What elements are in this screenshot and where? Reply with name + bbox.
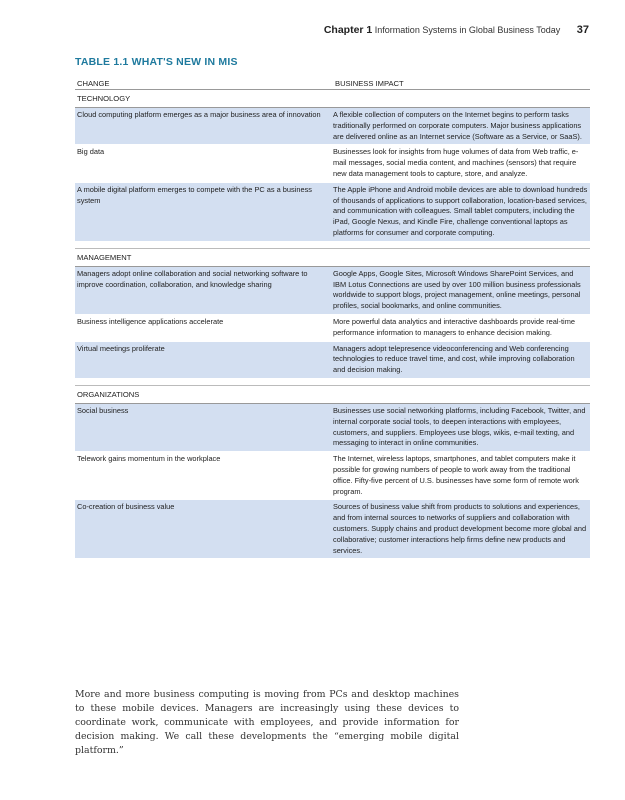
change-cell: A mobile digital platform emerges to compete with the PC as a business system bbox=[77, 184, 312, 205]
change-cell: Business intelligence applications accelerate bbox=[77, 316, 224, 326]
table-row bbox=[75, 500, 590, 559]
table-row bbox=[75, 315, 590, 342]
impact-cell: A flexible collection of computers on the Internet begins to perform tasks traditionally performed on corporate computers. Major business applications are delivered online as an Internet service (Software as a Service, or SaaS). bbox=[333, 110, 582, 141]
header-business-impact: BUSINESS IMPACT bbox=[335, 79, 404, 88]
impact-cell: Sources of business value shift from products to solutions and experiences, and from internal sources to networks of suppliers and collaboration with customers. Supply chains and product development become more global and collaborative; customer interactions help firms define new products and services. bbox=[333, 502, 587, 555]
impact-cell: The Apple iPhone and Android mobile devices are able to download hundreds of thousands of applications to support collaboration, location-based services, and communication with colleagues. Small tablet computers, including the iPad, Google Nexus, and Kindle Fire, challenge conventional laptops as platforms for consumer and corporate computing. bbox=[333, 184, 588, 237]
impact-cell: More powerful data analytics and interactive dashboards provide real-time performance information to managers to enhance decision making. bbox=[333, 316, 575, 337]
page-number: 37 bbox=[576, 24, 589, 36]
chapter-title: Information Systems in Global Business Today bbox=[374, 25, 561, 35]
change-cell: Big data bbox=[77, 147, 105, 157]
change-cell: Telework gains momentum in the workplace bbox=[77, 454, 221, 464]
running-head bbox=[324, 24, 589, 36]
table-label: TABLE 1.1 bbox=[75, 56, 129, 68]
impact-cell: Businesses use social networking platforms, including Facebook, Twitter, and internal corporate social tools, to deepen interactions with employees, customers, and suppliers. Employees use blogs, wikis, e-mail texting, and messaging to interact in online communities. bbox=[333, 405, 586, 448]
table-row bbox=[75, 145, 590, 182]
table-header bbox=[75, 76, 590, 90]
table-title bbox=[75, 56, 238, 68]
impact-cell: The Internet, wireless laptops, smartphones, and tablet computers make it possible for growing numbers of people to work away from the traditional office. Fifty-five percent of U.S. businesses have some form of remote work program. bbox=[333, 454, 579, 496]
change-cell: Virtual meetings proliferate bbox=[77, 343, 165, 353]
table-row bbox=[75, 404, 590, 452]
change-cell: Social business bbox=[77, 405, 129, 415]
table-row bbox=[75, 342, 590, 379]
whats-new-table bbox=[75, 76, 590, 559]
impact-cell: Businesses look for insights from huge volumes of data from Web traffic, e-mail messages, social media content, and machines (sensors) that require new data management tools to capture, store, and analyze. bbox=[333, 147, 579, 178]
table-row bbox=[75, 452, 590, 500]
table-row bbox=[75, 183, 590, 242]
impact-cell: Managers adopt telepresence videoconferencing and Web conferencing technologies to reduce travel time, and cost, while improving collaboration and decision making. bbox=[333, 343, 575, 375]
table-row bbox=[75, 267, 590, 315]
change-cell: Co-creation of business value bbox=[77, 502, 175, 512]
change-cell: Cloud computing platform emerges as a major business area of innovation bbox=[77, 110, 321, 119]
section-heading: ORGANIZATIONS bbox=[75, 385, 590, 404]
table-caption: WHAT'S NEW IN MIS bbox=[131, 56, 238, 68]
table-row bbox=[75, 108, 590, 145]
change-cell: Managers adopt online collaboration and social networking software to improve coordination, collaboration, and knowledge sharing bbox=[77, 268, 308, 289]
header-change: CHANGE bbox=[77, 79, 110, 88]
table-body bbox=[75, 90, 590, 559]
body-paragraph: More and more business computing is moving from PCs and desktop machines to these mobile devices. Managers are increasingly using these devices to coordinate work, communicate with employees, and provide information for decision making. We call these developments the “emerging mobile digital platform.” bbox=[75, 689, 459, 756]
chapter-number: Chapter 1 bbox=[323, 24, 373, 36]
impact-cell: Google Apps, Google Sites, Microsoft Windows SharePoint Services, and IBM Lotus Connections are used by over 100 million business professionals worldwide to support blogs, project management, online meetings, personal profiles, social bookmarks, and online communities. bbox=[333, 268, 581, 311]
section-heading: TECHNOLOGY bbox=[75, 90, 590, 108]
section-heading: MANAGEMENT bbox=[75, 248, 590, 267]
